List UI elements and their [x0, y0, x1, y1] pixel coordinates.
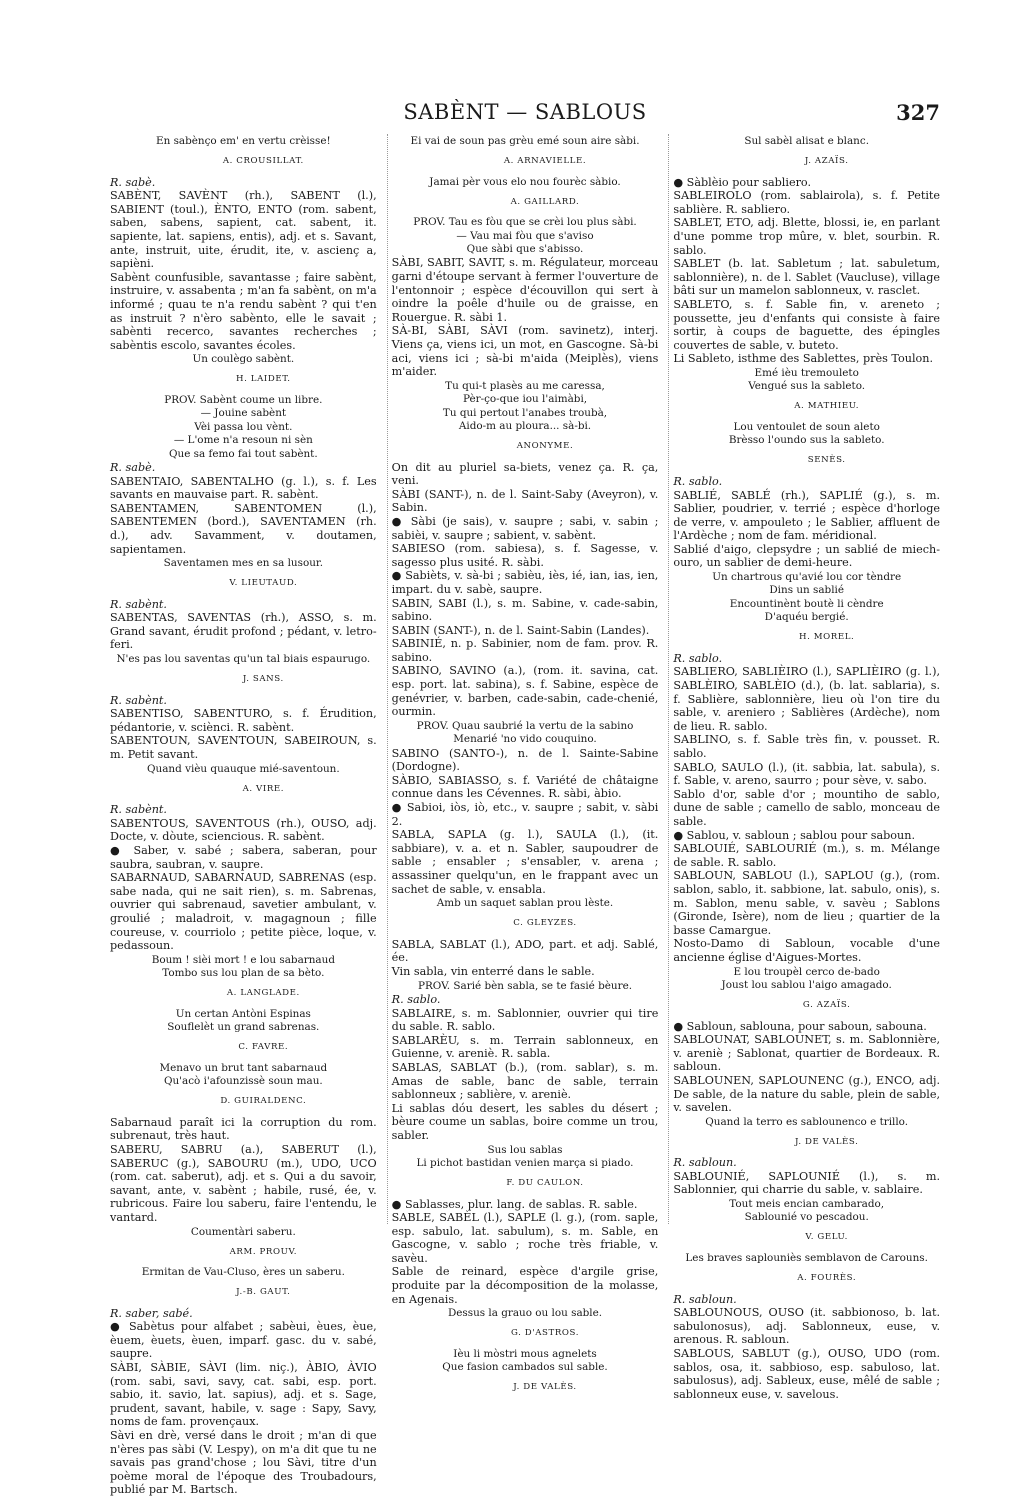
etymology-reference: R. sabènt. [110, 597, 167, 611]
citation-line: Que sàbi que s'abisso. [466, 243, 584, 255]
dictionary-entry: SABLOUNIÉ, SAPLOUNIÉ (l.), s. m. Sablonnier, qui charrie du sable, v. sablaire. [673, 1169, 941, 1197]
citation-author: A. FOURÈS. [797, 1273, 857, 1284]
citation-author: G. D'ASTROS. [510, 1328, 580, 1339]
dictionary-entry: SABLE, SABÈL (l.), SAPLE (l. g.), (rom. saple, esp. sabulo, lat. sabulum), s. m. Sable, en Gascogne, v. sablo ; roche très friable, v. savèu. [391, 1211, 659, 1265]
page-title: SABÈNT — SABLOUS [403, 100, 647, 124]
citation-line: Souflelèt un grand sabrenas. [167, 1021, 320, 1034]
citation-line: Un coulègo sabènt. [192, 353, 295, 366]
citation-author: J.-B. GAUT. [236, 1287, 291, 1298]
citation-line: Dins un sablié [769, 584, 844, 597]
dictionary-entry: SABLA, SAPLA (g. l.), SAULA (l.), (it. sabbiare), v. a. et n. Sabler, saupoudrer de sable ; ensabler ; s'ensabler, v. arena ; assassiner quelqu'un, en le frappant avec un sachet de sable, v. ensabla. [391, 828, 659, 896]
citation-line: Coumentàri saberu. [190, 1225, 296, 1238]
citation-line: Jamai pèr vous elo nou fourèc sàbio. [429, 175, 621, 188]
citation-author: A. LANGLADE. [226, 988, 300, 999]
dictionary-entry: SABLIERO, SABLIÈIRO (l.), SAPLIÈIRO (g. l.), SABLÈIRO, SABLÈIO (d.), (b. lat. sablaria), s. f. Sablière, sablonnière, lieu où l'on tire du sable, v. areniero ; Sablières (Ardèche), nom de lieu. R. sablo. [673, 665, 941, 733]
citation-line: Quand vièu quauque mié-saventoun. [147, 762, 340, 775]
citation-line: Emé ièu tremouleto [754, 366, 859, 379]
citation-author: J. SANS. [242, 674, 284, 685]
citation-line: Que sa femo fai tout sabènt. [169, 447, 318, 460]
citation-author: J. DE VALÈS. [513, 1382, 577, 1393]
etymology-reference: R. sablo. [673, 651, 723, 665]
dictionary-entry: SABLOUNOUS, OUSO (it. sabbionoso, b. lat. sabulonosus), adj. Sablonneux, euse, v. arenous. R. sabloun. [673, 1306, 941, 1347]
dictionary-entry: SABLINO, s. f. Sable très fin, v. pousset. R. sablo. [673, 733, 941, 761]
column-left [110, 134, 377, 1497]
citation-line: — L'ome n'a resoun ni sèn [173, 434, 313, 447]
dictionary-entry: ● Sablasses, plur. lang. de sablas. R. sable. [391, 1197, 638, 1211]
citation-line: Vèi passa lou vènt. [194, 420, 293, 433]
dictionary-entry: ● Sablou, v. sabloun ; sablou pour saboun. [673, 828, 915, 842]
dictionary-entry: SABLAIRE, s. m. Sablonnier, ouvrier qui tire du sable. R. sablo. [391, 1006, 659, 1034]
citation-line: Sablounié vo pescadou. [744, 1211, 869, 1224]
citation-line: Qu'acò i'afounzissè soun mau. [163, 1075, 323, 1088]
dictionary-entry: SABENTAMEN, SABENTOMEN (l.), SABENTEMEN (bord.), SAVENTAMEN (rh. d.), adv. Savamment, v. doutamen, sapientamen. [110, 501, 377, 556]
dictionary-entry: Li Sableto, isthme des Sablettes, près Toulon. [673, 352, 934, 366]
dictionary-entry: SABENTOUN, SAVENTOUN, SABEIROUN, s. m. Petit savant. [110, 734, 377, 762]
column-middle [387, 134, 659, 1393]
citation-line: Menavo un brut tant sabarnaud [159, 1061, 328, 1074]
citation-line: Ièu li mòstri mous agnelets [453, 1347, 597, 1360]
citation-author: ARM. PROUV. [229, 1246, 298, 1257]
citation-line: Ermitan de Vau-Cluso, ères un saberu. [141, 1266, 345, 1279]
dictionary-entry: SABIESO (rom. sabiesa), s. f. Sagesse, v. sagesso plus usité. R. sàbi. [391, 542, 659, 569]
dictionary-entry: SABINO (SANTO-), n. de l. Sainte-Sabine (Dordogne). [391, 746, 659, 774]
dictionary-entry: Sablié d'aigo, clepsydre ; un sablié de miech-ouro, un sablier de demi-heure. [673, 542, 941, 570]
dictionary-entry: SABLOUS, SABLUT (g.), OUSO, UDO (rom. sablos, osa, it. sabbioso, esp. sabuloso, lat. sabulosus), adj. Sableux, euse, mêlé de sable ; sablonneux euse, v. savelous. [673, 1347, 941, 1401]
citation-line: Amb un saquet sablan prou lèste. [436, 897, 614, 910]
citation-line: Tombo sus lou plan de sa bèto. [162, 967, 325, 980]
running-header [110, 100, 940, 132]
citation-line: Boum ! sièi mort ! e lou sabarnaud [151, 953, 335, 966]
citation-line: PROV. Tau es fòu que se crèi lou plus sàbi. [413, 216, 637, 229]
dictionary-entry: Sàvi en drè, versé dans le droit ; m'an di que n'ères pas sàbi (V. Lespy), on m'a dit que tu ne savais pas grand'chose ; lou Sàvi, titre d'un poème moral de l'époque des Troubadours, publié par M. Bartsch. [110, 1429, 377, 1497]
dictionary-entry: SÀBI (SANT-), n. de l. Saint-Saby (Aveyron), v. Sabin. [391, 487, 659, 515]
etymology-reference: R. sabè. [110, 175, 156, 189]
dictionary-entry: SABLOUNAT, SABLOUNET, s. m. Sablonnière, v. areniè ; Sablonat, quartier de Bordeaux. R. sabloun. [673, 1033, 941, 1074]
dictionary-entry: SÀBI, SABIT, SAVIT, s. m. Régulateur, morceau garni d'étoupe servant à fermer l'ouverture de l'entonnoir ; espèce d'écouvillon qui sert à oindre la poêle d'huile ou de graisse, en Rouergue. R. sàbi 1. [391, 256, 659, 324]
dictionary-entry: SABINIÉ, n. p. Sabinier, nom de fam. prov. R. sabino. [391, 637, 659, 664]
citation-line: PROV. Sabènt coume un libre. [164, 393, 323, 406]
dictionary-entry: SABLEIROLO (rom. sablairola), s. f. Petite sablière. R. sabliero. [673, 189, 941, 216]
dictionary-entry: SABÈNT, SAVÈNT (rh.), SABENT (l.), SABIENT (toul.), ÈNTO, ENTO (rom. sabent, saben, sabens, sapient, cat. sabent, it. sapiente, lat. sapiens, entis), adj. et s. Savant, ante, instruit, uite, érudit, ite, v. ascienç a, sapièni. [110, 189, 377, 271]
citation-line: PROV. Quau saubrié la vertu de la sabino [416, 719, 634, 732]
citation-author: A. GAILLARD. [510, 196, 580, 207]
dictionary-entry: ● Sàblèio pour sabliero. [673, 175, 812, 189]
dictionary-entry: SABLO, SAULO (l.), (it. sabbia, lat. sabula), s. f. Sable, v. areno, saurro ; pour sève, v. sabo. [673, 760, 941, 788]
dictionary-entry: SABLET, ETO, adj. Blette, blossi, ie, en parlant d'une pomme trop mûre, v. blet, sourbin. R. sablo. [673, 216, 941, 257]
citation-line: — Vau mai fòu que s'aviso [456, 229, 594, 242]
dictionary-entry: SABENTAIO, SABENTALHO (g. l.), s. f. Les savants en mauvaise part. R. sabènt. [110, 474, 377, 502]
citation-line: Les braves saplouniès semblavon de Carouns. [685, 1252, 928, 1265]
citation-line: Lou ventoulet de soun aleto [733, 420, 880, 433]
citation-line: Un chartrous qu'avié lou cor tèndre [712, 571, 902, 584]
dictionary-entry: SABLIÉ, SABLÉ (rh.), SAPLIÉ (g.), s. m. Sablier, poudrier, v. terrié ; espèce d'horloge de verre, v. ampouleto ; le Sablier, affluent de l'Ardèche ; nom de fam. méridional. [673, 488, 941, 543]
dictionary-entry: SABLOUN, SABLOU (l.), SAPLOU (g.), (rom. sablon, sablo, it. sabbione, lat. sabulo, onis), s. m. Sablon, menu sable, v. savèu ; Sablons (Gironde, Isère), nom de lieu ; quartier de la basse Camargue. [673, 869, 941, 937]
citation-author: A. VIRE. [242, 783, 285, 794]
citation-author: J. DE VALÈS. [794, 1136, 859, 1147]
citation-author: H. MOREL. [798, 632, 855, 643]
citation-line: Ei vai de soun pas grèu emé soun aire sàbi. [410, 135, 640, 147]
etymology-reference: R. sablo. [673, 474, 723, 488]
citation-line: Sus lou sablas [487, 1143, 563, 1156]
dictionary-entry: SABLOUNEN, SAPLOUNENC (g.), ENCO, adj. De sable, de la nature du sable, plein de sable, v. savelen. [673, 1073, 941, 1115]
citation-line: Encountinènt boutè li cèndre [729, 597, 884, 610]
dictionary-entry: Vin sabla, vin enterré dans le sable. [391, 964, 595, 978]
citation-line: Tu qui pertout l'anabes troubà, [442, 406, 608, 419]
etymology-reference: R. sabènt. [110, 693, 167, 707]
citation-author: SENÈS. [807, 455, 846, 466]
citation-line: Tout meis encian cambarado, [729, 1198, 885, 1211]
dictionary-entry: SABLAS, SABLAT (b.), (rom. sablar), s. m. Amas de sable, banc de sable, terrain sablonneux ; sablière, v. areniè. [391, 1060, 659, 1102]
citation-author: A. CROUSILLAT. [222, 156, 304, 166]
citation-author: D. GUIRALDENC. [220, 1096, 307, 1107]
citation-line: — Jouine sabènt [200, 407, 287, 420]
dictionary-entry: Li sablas dóu desert, les sables du désert ; bèure coume un sablas, boire comme un trou, sabler. [391, 1101, 659, 1142]
citation-line: E lou troupèl cerco de-bado [733, 965, 880, 978]
dictionary-entry: On dit au pluriel sa-biets, venez ça. R. ça, veni. [391, 460, 659, 488]
etymology-reference: R. sabènt. [110, 803, 167, 817]
dictionary-entry: ● Sabièts, v. sà-bi ; sabièu, iès, ié, ian, ias, ien, impart. du v. sabè, saupre. [391, 569, 659, 596]
dictionary-entry: Sabarnaud paraît ici la corruption du rom. subrenaut, très haut. [110, 1115, 377, 1143]
dictionary-entry: SÀ-BI, SÀBI, SÀVI (rom. savinetz), interj. Viens ça, viens ici, un mot, en Gascogne. Sà-bi aci, viens ici ; sà-bi m'aida (Meiplès), viens m'aider. [391, 324, 659, 379]
dictionary-entry: SABLETO, s. f. Sable fin, v. areneto ; poussette, jeu d'enfants qui consiste à faire sortir, à coups de baguette, des épingles couvertes de sable, v. buteto. [673, 297, 941, 352]
citation-line: Dessus la grauo ou lou sable. [447, 1307, 603, 1320]
dictionary-entry: Nosto-Damo di Sabloun, vocable d'une ancienne église d'Aigues-Mortes. [673, 937, 941, 964]
dictionary-entry: ● Saber, v. sabé ; sabera, saberan, pour saubra, saubran, v. saupre. [110, 844, 377, 871]
citation-author: V. GELU. [805, 1232, 848, 1243]
citation-author: G. AZAÏS. [802, 999, 851, 1010]
citation-author: C. GLEYZES. [513, 918, 577, 929]
citation-line: Saventamen mes en sa lusour. [163, 557, 324, 570]
citation-line: Vengué sus la sableto. [748, 380, 866, 393]
dictionary-entry: SABLA, SABLAT (l.), ADO, part. et adj. Sablé, ée. [391, 937, 659, 965]
dictionary-entry: SABENTAS, SAVENTAS (rh.), ASSO, s. m. Grand savant, érudit profond ; pédant, v. letro-feri. [110, 611, 377, 652]
etymology-reference: R. sabloun. [673, 1292, 737, 1306]
dictionary-entry: SÀBI, SÀBIE, SÀVI (lim. niç.), ÀBIO, ÀVIO (rom. sabi, savi, savy, cat. sabi, esp. port. sabio, it. savio, lat. sapius), adj. et s. Sage, prudent, savant, habile, v. sage : Sapy, Savy, noms de fam. provençaux. [110, 1361, 377, 1429]
citation-line: Que fasion cambados sul sable. [442, 1361, 608, 1374]
dictionary-entry: SABERU, SABRU (a.), SABERUT (l.), SABERUC (g.), SABOURU (m.), UDO, UCO (rom. cat. saberut), adj. et s. Qui a du savoir, savant, ante, v. sabènt ; habile, rusé, ée, v. rubricous. Faire lou saberu, faire l'entendu, le vantard. [110, 1142, 377, 1224]
page-number: 327 [896, 100, 940, 125]
etymology-reference: R. sabè. [110, 460, 156, 474]
dictionary-entry: SABENTOUS, SAVENTOUS (rh.), OUSO, adj. Docte, v. dòute, sciencious. R. sabènt. [110, 816, 377, 844]
dictionary-entry: SABARNAUD, SABARNAUD, SABRENAS (esp. sabe nada, qui ne sait rien), s. m. Sabrenas, ouvrier qui sabrenaud, savetier ambulant, v. groulié ; maladroit, v. magagnoun ; fille coureuse, v. courriolo ; petite pièce, loque, v. pedassoun. [110, 871, 377, 953]
dictionary-entry: SABIN (SANT-), n. de l. Saint-Sabin (Landes). [391, 623, 650, 637]
citation-line: Quand la terro es sablounenco e trillo. [705, 1115, 909, 1128]
dictionary-entry: SÀBIO, SABIASSO, s. f. Variété de châtaigne connue dans les Cévennes. R. sàbi, àbio. [391, 773, 659, 801]
dictionary-entry: Sablo d'or, sable d'or ; mountiho de sablo, dune de sable ; camello de sablo, monceau de sable. [673, 787, 941, 828]
citation-line: Li pichot bastidan venien marça si piado. [416, 1156, 634, 1169]
citation-line: Sul sabèl alisat e blanc. [744, 135, 870, 147]
dictionary-entry: SABLET (b. lat. Sabletum ; lat. sabuletum, sablonnière), n. de l. Sablet (Vaucluse), village bâti sur un mamelon sablonneux, v. rasclet. [673, 257, 941, 298]
citation-author: F. DU CAULON. [506, 1177, 584, 1188]
dictionary-entry: SABLARÈU, s. m. Terrain sablonneux, en Guienne, v. areniè. R. sabla. [391, 1033, 659, 1061]
dictionary-entry: SABINO, SAVINO (a.), (rom. it. savina, cat. esp. port. lat. sabina), s. f. Sabine, espèce de genévrier, v. barben, cade-sabin, cade-chenié, ourmin. [391, 664, 659, 719]
dictionary-entry: ● Sàbi (je sais), v. saupre ; sabi, v. sabin ; sabièi, v. saupre ; sabient, v. sabènt. [391, 514, 659, 542]
citation-line: Brèsso l'oundo sus la sableto. [728, 434, 885, 447]
dictionary-entry: SABIN, SABI (l.), s. m. Sabine, v. cade-sabin, sabino. [391, 596, 659, 624]
citation-author: ANONYME. [516, 440, 574, 451]
dictionary-entry: Sabènt counfusible, savantasse ; faire sabènt, instruire, v. assabenta ; m'an fa sabènt, on m'a informé ; quau te n'a rendu sabènt ? qui t'en as instruit ? n'èro sabènto, elle le savait ; sabènti recerco, savantes recherches ; sabèntis escolo, savantes écoles. [110, 270, 377, 352]
citation-author: C. FAVRE. [238, 1042, 289, 1053]
citation-line: Menarié 'no vido couquino. [453, 733, 597, 746]
etymology-reference: R. saber, sabé. [110, 1306, 193, 1320]
citation-author: A. ARNAVIELLE. [503, 156, 587, 166]
citation-line: En sabènço em' en vertu crèisse! [155, 135, 331, 147]
citation-line: Aido-m au ploura... sà-bi. [458, 419, 592, 432]
dictionary-entry: ● Sabètus pour alfabet ; sabèui, èues, èue, èuem, èuets, èuen, imparf. gasc. du v. sabé, saupre. [110, 1320, 377, 1361]
citation-line: Tu qui-t plasès au me caressa, [445, 379, 605, 392]
citation-line: D'aquéu bergié. [764, 611, 849, 624]
dictionary-entry: Sable de reinard, espèce d'argile grise, produite par la décomposition de la molasse, en Agenais. [391, 1265, 659, 1306]
citation-author: J. AZAÏS. [804, 156, 849, 166]
citation-line: Pèr-ço-que iou l'aimàbi, [462, 393, 588, 406]
column-right [668, 134, 941, 1401]
dictionary-entry: ● Sabloun, sablouna, pour saboun, sabouna. [673, 1019, 927, 1033]
citation-author: A. MATHIEU. [794, 401, 860, 412]
dictionary-entry: SABLOUIÉ, SABLOURIÉ (m.), s. m. Mélange de sable. R. sablo. [673, 842, 941, 869]
etymology-reference: R. sablo. [391, 992, 441, 1006]
citation-author: H. LAIDET. [236, 374, 291, 385]
dictionary-entry: ● Sabioi, iòs, iò, etc., v. saupre ; sabit, v. sàbi 2. [391, 801, 659, 828]
citation-line: N'es pas lou saventas qu'un tal biais espaurugo. [116, 653, 371, 666]
citation-line: Joust lou sablou l'aigo amagado. [721, 978, 892, 991]
citation-line: Un certan Antòni Espinas [175, 1007, 311, 1020]
etymology-reference: R. sabloun. [673, 1156, 737, 1170]
dictionary-entry: SABENTISO, SABENTURO, s. f. Érudition, pédantorie, v. sciènci. R. sabènt. [110, 707, 377, 734]
citation-line: PROV. Sarié bèn sabla, se te fasié bèure. [417, 979, 633, 992]
citation-author: V. LIEUTAUD. [229, 578, 298, 589]
text-columns [110, 134, 941, 1497]
